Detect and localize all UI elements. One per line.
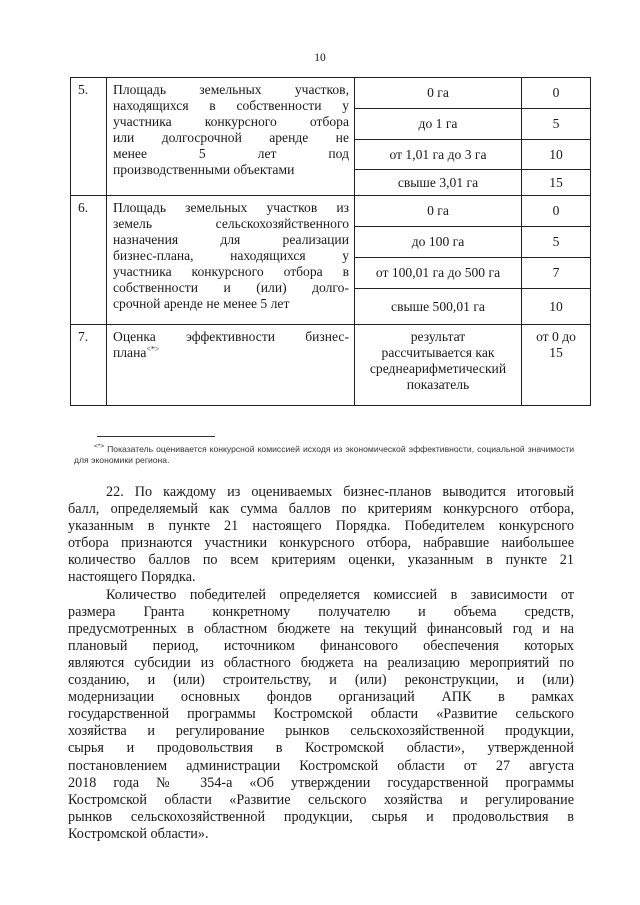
option-label: свыше 3,01 га [355, 170, 522, 196]
option-points: 5 [522, 109, 591, 140]
desc-line: находящихся в собственности у [113, 98, 349, 113]
desc-line: менее 5 лет под [113, 146, 349, 161]
desc-line: Площадь земельных участков из [113, 200, 349, 215]
text-line: отбора признаются участники конкурсного отбора, набравшие наибольшее [68, 535, 574, 552]
option-label: от 100,01 га до 500 га [355, 258, 522, 289]
text-line: 2018 года № 354-а «Об утверждении государственной программы [68, 774, 574, 791]
text-line: размера Гранта конкретному получателю и объема средств, [68, 603, 574, 620]
text-line: сырья и продовольствия в Костромской области», утвержденной [68, 740, 574, 757]
text-line: государственной программы Костромской области «Развитие сельского [68, 706, 574, 723]
text-line: балл, определяемый как сумма баллов по критериям конкурсного отбора, [68, 501, 574, 518]
text-line: модернизации основных фондов организаций АПК в рамках [68, 689, 574, 706]
criterion-description [107, 196, 355, 325]
footnote-mark: <*> [94, 443, 105, 450]
option-points: 5 [522, 227, 591, 258]
criteria-table [70, 77, 591, 406]
criterion-description [107, 325, 355, 406]
option-label: свыше 500,01 га [355, 289, 522, 325]
footnote-text: Показатель оценивается конкурсной комиссией исходя из экономической эффективности, социальной значимости для экономики региона. [74, 443, 574, 466]
table-row [71, 196, 591, 227]
option-points: 10 [522, 140, 591, 170]
points-line: от 0 до [536, 329, 576, 344]
option-label: 0 га [355, 78, 522, 109]
text-line: 22. По каждому из оцениваемых бизнес-планов выводится итоговый [106, 484, 574, 500]
option-label: до 1 га [355, 109, 522, 140]
text-line: постановлением администрации Костромской области от 27 августа [68, 757, 574, 774]
desc-line: Площадь земельных участков, [113, 82, 349, 97]
desc-line: собственности и (или) долго- [113, 280, 349, 295]
desc-line: производственными объектами [113, 162, 295, 177]
row-number: 7. [71, 325, 107, 406]
desc-line: бизнес-плана, находящихся у [113, 248, 349, 263]
table-row [71, 78, 591, 109]
text-line: указанным в пункте 21 настоящего Порядка. Победителем конкурсного [68, 518, 574, 535]
option-points: 15 [522, 170, 591, 196]
option-points: 10 [522, 289, 591, 325]
option-line: результат [410, 329, 466, 344]
desc-line: участника конкурсного отбора в [113, 264, 349, 279]
desc-line: земель сельскохозяйственного [113, 216, 349, 231]
desc-line: назначения для реализации [113, 232, 349, 247]
option-line: показатель [406, 377, 470, 392]
text-line: Костромской области «Развитие сельского хозяйства и регулирование [68, 791, 574, 808]
footnote-ref: <*> [146, 344, 160, 354]
table-row [71, 325, 591, 406]
desc-line-text: плана [113, 345, 147, 360]
option-points: 0 [522, 196, 591, 227]
body-text [68, 484, 574, 843]
option-label: 0 га [355, 196, 522, 227]
criterion-description [107, 78, 355, 196]
text-line: рынков сельскохозяйственной продукции, сырья и продовольствия в [68, 808, 574, 825]
text-line: количество баллов по всем критериям оценки, указанным в пункте 21 [68, 552, 574, 569]
desc-line: срочной аренде не менее 5 лет [113, 296, 290, 311]
option-points [522, 325, 591, 406]
text-line: предусмотренных в областном бюджете на текущий финансовый год и на [68, 620, 574, 637]
text-line: настоящего Порядка. [68, 569, 196, 586]
option-points: 7 [522, 258, 591, 289]
paragraph-winners [68, 587, 574, 843]
option-label: до 100 га [355, 227, 522, 258]
text-line: созданию, и (или) строительству, и (или) реконструкции, и (или) [68, 672, 574, 689]
option-line: рассчитывается как [381, 345, 495, 360]
desc-line [113, 345, 349, 361]
text-line: хозяйства и регулирование рынков сельскохозяйственной продукции, [68, 723, 574, 740]
text-line: Костромской области». [68, 825, 209, 842]
text-line: плановый период, источником финансового обеспечения которых [68, 637, 574, 654]
text-line: являются субсидии из областного бюджета на реализацию мероприятий по [68, 654, 574, 671]
desc-line: участника конкурсного отбора [113, 114, 349, 129]
desc-line: или долгосрочной аренде не [113, 130, 349, 145]
option-line: среднеарифметический [369, 361, 507, 376]
footnote [74, 441, 574, 467]
option-label: от 1,01 га до 3 га [355, 140, 522, 170]
option-label [355, 325, 522, 406]
row-number: 5. [71, 78, 107, 196]
footnote-divider [97, 436, 215, 437]
text-line: Количество победителей определяется комиссией в зависимости от [106, 586, 574, 603]
row-number: 6. [71, 196, 107, 325]
desc-line: Оценка эффективности бизнес- [113, 329, 349, 344]
page-number: 10 [314, 52, 326, 64]
points-line: 15 [549, 345, 563, 360]
paragraph-22 [68, 484, 574, 587]
option-points: 0 [522, 78, 591, 109]
